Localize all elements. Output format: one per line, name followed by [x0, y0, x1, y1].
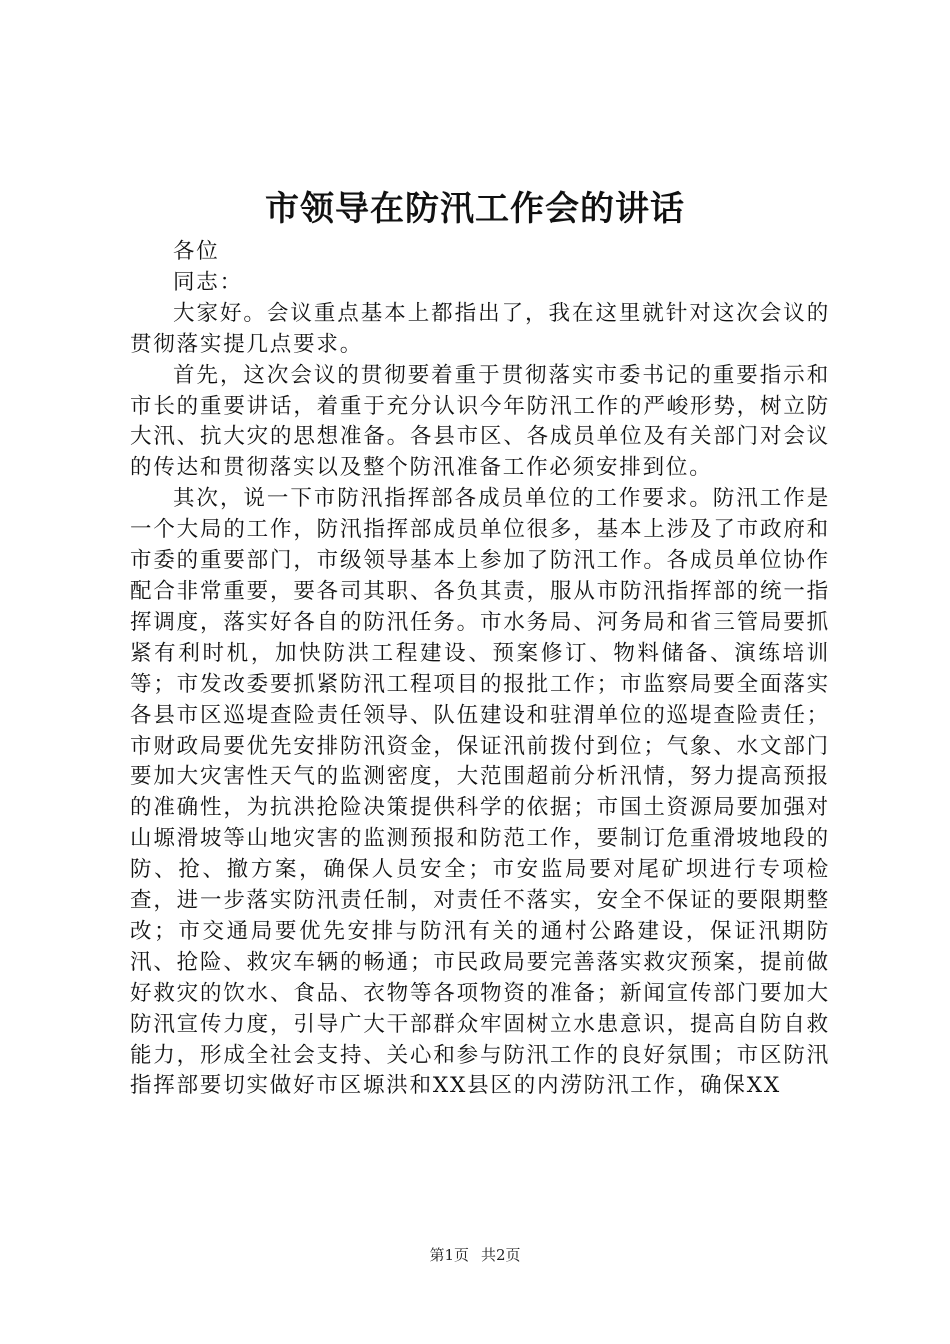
document-body: [130, 237, 830, 1102]
document-title: 市领导在防汛工作会的讲话: [265, 189, 685, 229]
salutation-line: 同志：: [173, 269, 243, 295]
body-paragraph: 首先，这次会议的贯彻要着重于贯彻落实市委书记的重要指示和市长的重要讲话，着重于充分认识今年防汛工作的严峻形势，树立防大汛、抗大灾的思想准备。各县市区、各成员单位及有关部门对会议的传达和贯彻落实以及整个防汛准备工作必须安排到位。: [130, 362, 830, 481]
page-number: 第1页: [429, 1246, 469, 1264]
page-total: 共2页: [481, 1246, 521, 1264]
page-footer: [0, 1245, 950, 1265]
salutation-line: 各位: [173, 239, 220, 264]
body-paragraph: 大家好。会议重点基本上都指出了，我在这里就针对这次会议的贯彻落实提几点要求。: [130, 300, 830, 357]
body-paragraph: 其次，说一下市防汛指挥部各成员单位的工作要求。防汛工作是一个大局的工作，防汛指挥部成员单位很多，基本上涉及了市政府和市委的重要部门，市级领导基本上参加了防汛工作。各成员单位协作配合非常重要，要各司其职、各负其责，服从市防汛指挥部的统一指挥调度，落实好各自的防汛任务。市水务局、河务局和省三管局要抓紧有利时机，加快防洪工程建设、预案修订、物料储备、演练培训等；市发改委要抓紧防汛工程项目的报批工作；市监察局要全面落实各县市区巡堤查险责任领导、队伍建设和驻渭单位的巡堤查险责任；市财政局要优先安排防汛资金，保证汛前拨付到位；气象、水文部门要加大灾害性天气的监测密度，大范围超前分析汛情，努力提高预报的准确性，为抗洪抢险决策提供科学的依据；市国土资源局要加强对山塬滑坡等山地灾害的监测预报和防范工作，要制订危重滑坡地段的防、抢、撤方案，确保人员安全；市安监局要对尾矿坝进行专项检查，进一步落实防汛责任制，对责任不落实，安全不保证的要限期整改；市交通局要优先安排与防汛有关的通村公路建设，保证汛期防汛、抢险、救灾车辆的畅通；市民政局要完善落实救灾预案，提前做好救灾的饮水、食品、衣物等各项物资的准备；新闻宣传部门要加大防汛宣传力度，引导广大干部群众牢固树立水患意识，提高自防自救能力，形成全社会支持、关心和参与防汛工作的良好氛围；市区防汛指挥部要切实做好市区塬洪和XX县区的内涝防汛工作，确保XX: [130, 486, 830, 1099]
